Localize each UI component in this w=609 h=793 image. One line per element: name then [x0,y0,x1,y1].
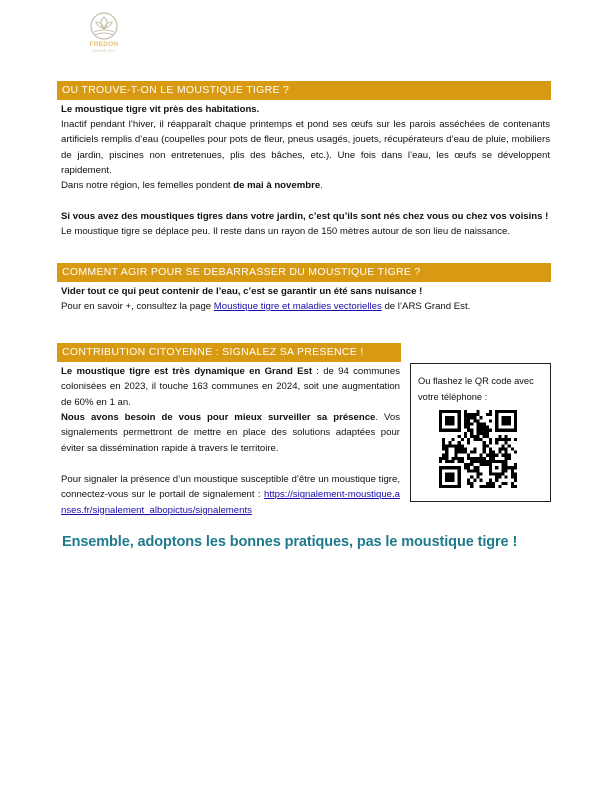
qr-module [483,447,486,450]
qr-module [483,432,486,435]
qr-module [511,447,514,450]
stats-text: : de 94 communes colonisées en 2023, il touche 163 communes en 2024, soit une augmentation de 60% en 1 an. [61,366,400,408]
qr-module [442,444,445,447]
qr-module [473,438,476,441]
qr-module [461,460,464,463]
qr-module [492,454,495,457]
section2-lead [61,284,550,299]
qr-module [448,460,451,463]
qr-module [451,457,454,460]
qr-module [480,422,483,425]
qr-module [505,460,508,463]
qr-module [489,479,492,482]
qr-module [445,451,448,454]
qr-module [505,457,508,460]
qr-module [470,469,473,472]
section1-paragraph: Inactif pendant l’hiver, il réapparaît chaque printemps et pond ses œufs sur les parois asséchées de contenants artificiels remplis d’eau (coupelles pour pots de fleur, pneus usagés, jouets, récupérateurs d’eau de pluie, mobiliers de jardin, piscines non entretenues, plis des bâches, etc.). Une fois dans l’eau, les œufs se développent rapidement. [61,119,550,176]
qr-module [458,444,461,447]
qr-module [445,447,448,450]
qr-module [467,416,470,419]
qr-module [461,457,464,460]
qr-module [451,460,454,463]
qr-module [501,482,504,485]
section1-range: Le moustique tigre se déplace peu. Il reste dans un rayon de 150 mètres autour de son lieu de naissance. [61,226,511,237]
qr-module [498,435,501,438]
qr-module [501,416,510,425]
qr-module [464,466,467,469]
qr-module [480,463,483,466]
qr-module [483,485,486,488]
qr-module [489,457,492,460]
qr-module [470,451,473,454]
qr-module [514,479,517,482]
qr-module [480,454,483,457]
qr-module [505,454,508,457]
qr-module [464,435,467,438]
qr-module [464,413,467,416]
qr-module [458,447,461,450]
qr-module [439,460,442,463]
qr-module [467,419,470,422]
qr-module [498,447,501,450]
qr-module [470,476,473,479]
qr-module [467,457,470,460]
logo-brand-text: FREDON [89,41,119,48]
qr-module [486,444,489,447]
qr-module [498,438,501,441]
qr-module [511,476,514,479]
qr-module [483,441,486,444]
qr-module [480,457,483,460]
qr-module [476,432,479,435]
qr-module [448,441,451,444]
qr-code-box [410,363,551,502]
qr-module [455,457,458,460]
qr-module [458,435,461,438]
qr-module [455,454,458,457]
qr-module [476,469,479,472]
qr-module [505,469,508,472]
qr-module [455,444,458,447]
qr-module [480,438,483,441]
qr-module [483,457,486,460]
qr-module [470,463,473,466]
logo-subtitle: GRAND EST [92,49,116,53]
need-bold: Nous avons besoin de vous pour mieux surveiller sa présence [61,412,376,423]
qr-module [486,482,489,485]
qr-module [464,419,467,422]
qr-module [489,413,492,416]
qr-module [495,476,498,479]
qr-module [489,447,492,450]
qr-module [458,441,461,444]
qr-module [467,469,470,472]
qr-module [483,444,486,447]
section-header-where: OU TROUVE-T-ON LE MOUSTIQUE TIGRE ? [57,81,551,100]
qr-module [467,479,470,482]
qr-module [514,463,517,466]
qr-module [480,426,483,429]
qr-module [486,435,489,438]
qr-module [476,429,479,432]
qr-module [505,435,508,438]
qr-module [495,441,498,444]
qr-module [486,454,489,457]
qr-module [464,426,467,429]
qr-module [489,485,492,488]
qr-module [514,466,517,469]
qr-module [467,454,470,457]
qr-module [508,457,511,460]
qr-module [445,457,448,460]
qr-module [464,463,467,466]
qr-module [511,485,514,488]
qr-module [461,451,464,454]
qr-module [501,438,504,441]
qr-module [476,472,479,475]
period-suffix: . [320,180,323,191]
qr-module [505,441,508,444]
qr-module [473,457,476,460]
qr-module [455,447,458,450]
qr-module [442,447,445,450]
qr-module [470,485,473,488]
qr-module [476,476,479,479]
qr-module [473,416,476,419]
qr-module [476,435,479,438]
closing-slogan: Ensemble, adoptons les bonnes pratiques, pas le moustique tigre ! [62,534,518,550]
qr-module [489,482,492,485]
info-prefix: Pour en savoir +, consultez la page [61,301,214,312]
qr-module [470,432,473,435]
qr-module [501,447,504,450]
qr-module [511,472,514,475]
qr-module [476,410,479,413]
qr-module [476,426,479,429]
qr-module [486,460,489,463]
leaf-circle-logo-icon [86,11,122,41]
qr-module [451,444,454,447]
section2-lead-text: Vider tout ce qui peut contenir de l’eau, c’est se garantir un été sans nuisance ! [61,286,423,297]
section1-garden-note [61,209,553,224]
qr-module [476,457,479,460]
qr-module [467,422,470,425]
qr-module [476,422,479,425]
qr-module [483,435,486,438]
qr-module [514,485,517,488]
garden-note-text: Si vous avez des moustiques tigres dans votre jardin, c’est qu’ils sont nés chez vous ou chez vos voisins ! [61,211,549,222]
qr-module [445,416,454,425]
qr-module [476,413,479,416]
qr-module [464,432,467,435]
qr-module [445,454,448,457]
qr-module [505,463,508,466]
qr-module [461,447,464,450]
qr-module [505,447,508,450]
qr-module [467,441,470,444]
qr-module [489,451,492,454]
qr-module [489,429,492,432]
qr-module [467,482,470,485]
qr-module [439,457,442,460]
qr-module [483,463,486,466]
qr-module [455,451,458,454]
section3-need [61,410,400,456]
qr-module [442,438,445,441]
qr-module [473,466,476,469]
qr-module [495,438,498,441]
qr-module [473,447,476,450]
qr-module [473,460,476,463]
need-text: . Vos signalements permettront de mettre en place des solutions adaptées pour éviter sa dissémination rapide à travers le territoire. [61,412,401,454]
qr-module [476,466,479,469]
qr-module [467,413,470,416]
qr-module [473,451,476,454]
qr-module [492,482,495,485]
qr-module [448,444,451,447]
qr-module [467,426,470,429]
qr-module [501,454,504,457]
qr-module [480,416,483,419]
qr-module [473,479,476,482]
fredon-logo [86,11,122,63]
qr-module [505,476,508,479]
qr-code-icon[interactable] [439,410,517,488]
qr-module [505,451,508,454]
qr-module [511,482,514,485]
qr-module [514,472,517,475]
qr-module [483,451,486,454]
qr-module [508,454,511,457]
qr-module [464,451,467,454]
qr-module [483,429,486,432]
qr-module [495,466,498,469]
signalement-portal-link[interactable]: https://signalement-moustique.anses.fr/signalement_albopictus/signalements [61,489,400,516]
qr-module [483,460,486,463]
qr-module [486,426,489,429]
qr-module [511,469,514,472]
qr-module [464,410,467,413]
ars-link[interactable]: Moustique tigre et maladies vectorielles [213,301,382,312]
qr-module [480,479,483,482]
qr-module [498,485,501,488]
qr-module [470,413,473,416]
qr-module [501,444,504,447]
qr-module [458,451,461,454]
report-text: Pour signaler la présence d’un moustique susceptible d’être un moustique tigre, connectez-vous sur le portail de signalement : [61,474,400,501]
qr-module [451,438,454,441]
qr-module [470,435,473,438]
qr-module [445,472,454,481]
qr-module [514,451,517,454]
qr-module [458,457,461,460]
qr-module [467,429,470,432]
qr-module [480,472,483,475]
section-header-contribution: CONTRIBUTION CITOYENNE : SIGNALEZ SA PRESENCE ! [57,343,401,362]
qr-module [508,438,511,441]
qr-module [480,485,483,488]
qr-module [470,457,473,460]
qr-module [442,441,445,444]
qr-module [480,460,483,463]
qr-module [505,482,508,485]
qr-module [508,466,511,469]
qr-module [461,444,464,447]
qr-module [464,422,467,425]
qr-module [492,451,495,454]
qr-module [464,416,467,419]
qr-module [470,422,473,425]
qr-module [480,429,483,432]
qr-module [514,476,517,479]
qr-module [461,438,464,441]
qr-module [492,457,495,460]
qr-module [505,466,508,469]
qr-module [489,410,492,413]
qr-module [495,479,498,482]
qr-module [470,460,473,463]
section2-info [61,299,550,314]
section-header-action: COMMENT AGIR POUR SE DEBARRASSER DU MOUSTIQUE TIGRE ? [57,263,551,282]
qr-module [498,476,501,479]
qr-module [476,438,479,441]
section1-lead [61,102,550,117]
qr-module [498,451,501,454]
qr-module [473,413,476,416]
qr-module [473,435,476,438]
qr-module [511,466,514,469]
qr-module [467,466,470,469]
qr-module [489,454,492,457]
qr-module [489,419,492,422]
qr-module [486,429,489,432]
qr-module [473,419,476,422]
qr-module [486,413,489,416]
qr-module [508,444,511,447]
qr-module [483,422,486,425]
section1-lead-text: Le moustique tigre vit près des habitations. [61,104,260,115]
stats-bold: Le moustique tigre est très dynamique en Grand Est [61,366,313,377]
qr-module [467,438,470,441]
qr-module [458,460,461,463]
period-prefix: Dans notre région, les femelles pondent [61,180,234,191]
qr-caption: Ou flashez le QR code avec votre téléphone : [418,376,534,402]
qr-module [470,429,473,432]
qr-module [489,441,492,444]
qr-module [489,438,492,441]
qr-module [470,482,473,485]
info-suffix: de l’ARS Grand Est. [381,301,471,312]
qr-module [495,454,498,457]
qr-module [464,447,467,450]
qr-module [442,454,445,457]
qr-module [445,444,448,447]
qr-module [492,485,495,488]
qr-module [486,463,489,466]
section1-period [61,178,550,193]
qr-module [476,460,479,463]
qr-module [476,419,479,422]
qr-module [486,485,489,488]
period-bold: de mai à novembre [233,180,321,191]
qr-module [467,463,470,466]
qr-module [470,416,473,419]
qr-module [505,438,508,441]
qr-module [483,426,486,429]
section3-stats [61,364,400,410]
qr-module [473,469,476,472]
qr-module [480,432,483,435]
section3-report [61,472,400,518]
qr-module [514,438,517,441]
qr-module [442,457,445,460]
qr-module [486,432,489,435]
qr-module [445,460,448,463]
